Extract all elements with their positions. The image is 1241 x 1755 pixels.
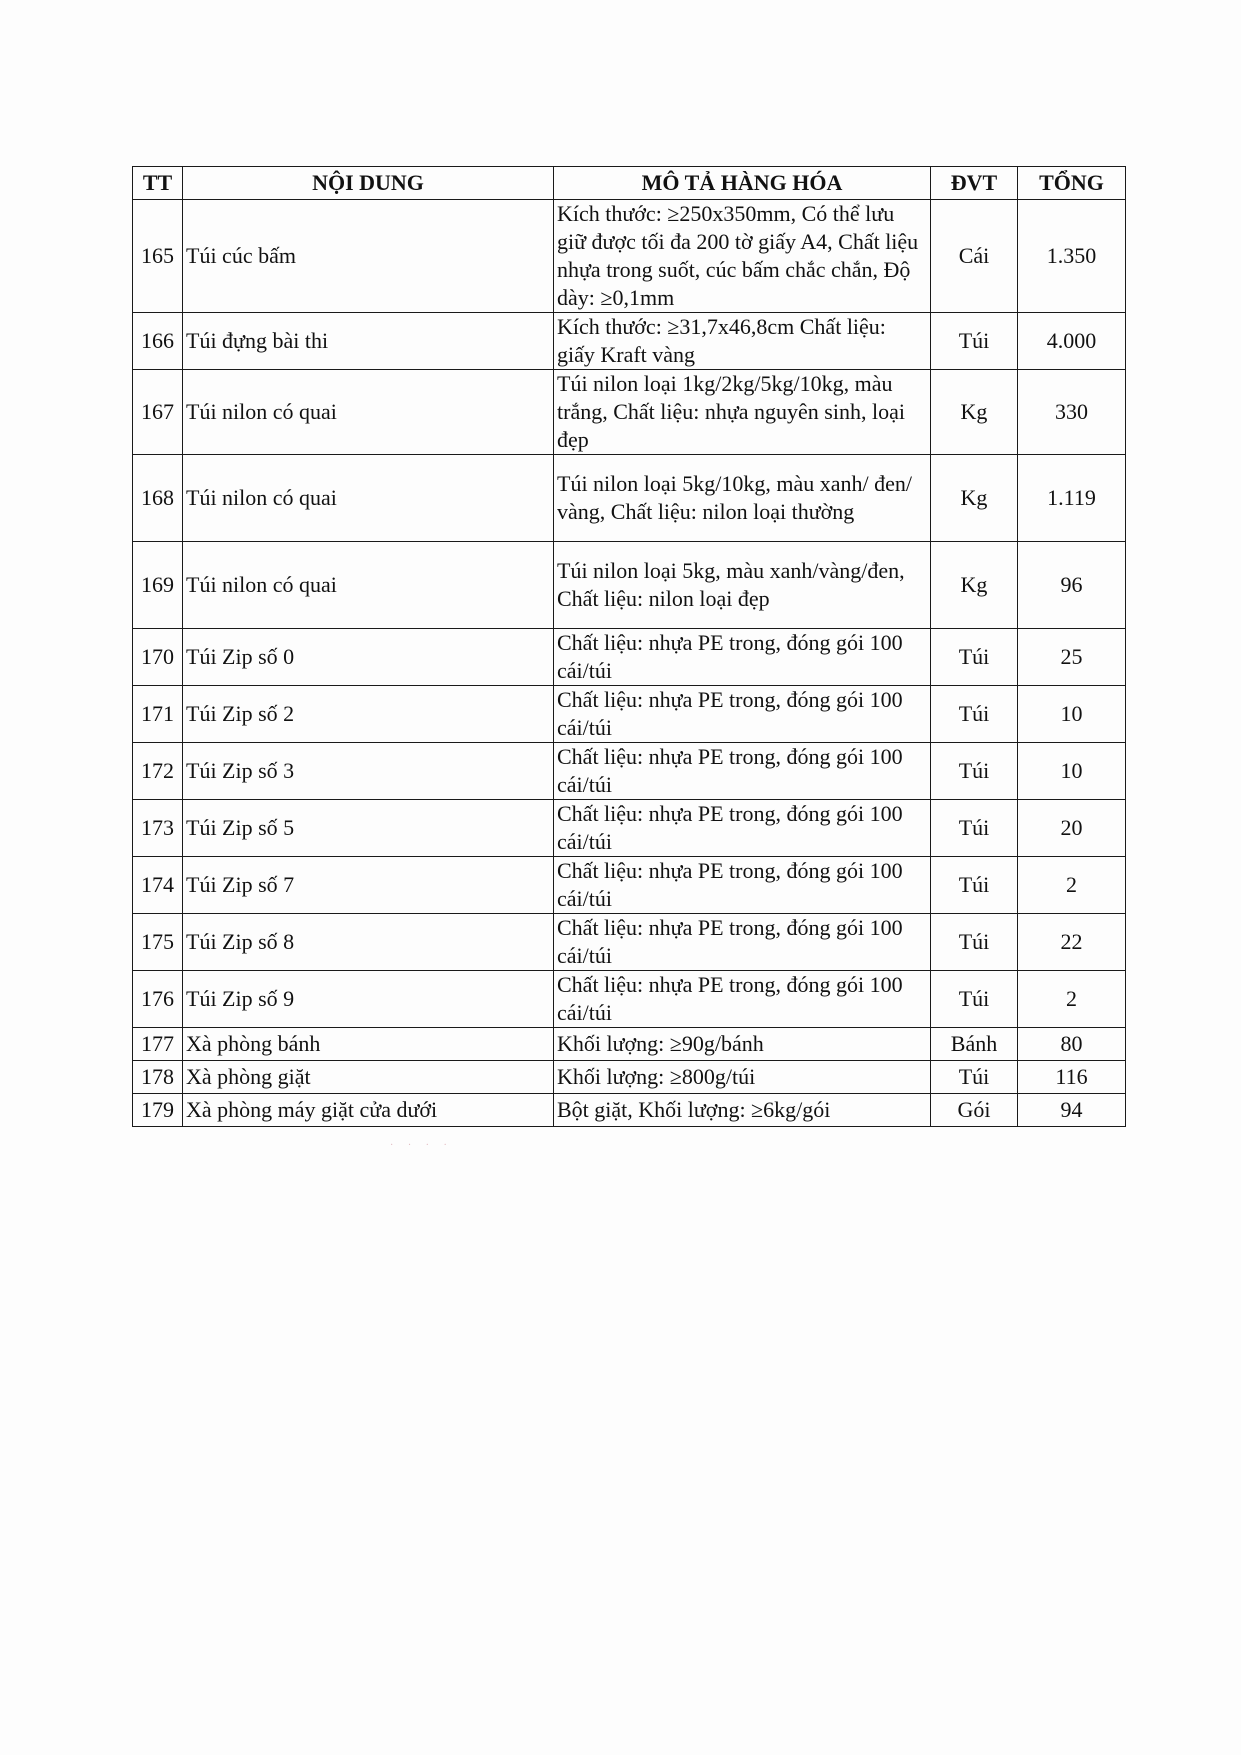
cell-tong: 80 <box>1018 1028 1126 1061</box>
table-row <box>133 629 1126 686</box>
cell-dvt: Túi <box>931 629 1018 686</box>
cell-dvt: Túi <box>931 743 1018 800</box>
cell-mo-ta: Chất liệu: nhựa PE trong, đóng gói 100 cái/túi <box>554 857 931 914</box>
cell-noi-dung: Xà phòng máy giặt cửa dưới <box>183 1094 554 1127</box>
cell-tong: 2 <box>1018 971 1126 1028</box>
cell-noi-dung: Túi đựng bài thi <box>183 313 554 370</box>
cell-noi-dung: Xà phòng bánh <box>183 1028 554 1061</box>
cell-tong: 22 <box>1018 914 1126 971</box>
table-row <box>133 914 1126 971</box>
cell-noi-dung: Túi nilon có quai <box>183 542 554 629</box>
cell-noi-dung: Túi Zip số 5 <box>183 800 554 857</box>
cell-tt: 178 <box>133 1061 183 1094</box>
cell-tt: 176 <box>133 971 183 1028</box>
cell-tt: 171 <box>133 686 183 743</box>
cell-tt: 165 <box>133 200 183 313</box>
cell-dvt: Túi <box>931 857 1018 914</box>
header-noi-dung: NỘI DUNG <box>183 167 554 200</box>
table-row <box>133 370 1126 455</box>
cell-tt: 166 <box>133 313 183 370</box>
table-row <box>133 1061 1126 1094</box>
header-tt: TT <box>133 167 183 200</box>
table-row <box>133 542 1126 629</box>
cell-dvt: Kg <box>931 370 1018 455</box>
table-row <box>133 857 1126 914</box>
cell-tt: 168 <box>133 455 183 542</box>
table-row <box>133 800 1126 857</box>
table-row <box>133 1028 1126 1061</box>
cell-mo-ta: Khối lượng: ≥800g/túi <box>554 1061 931 1094</box>
cell-mo-ta: Kích thước: ≥31,7x46,8cm Chất liệu: giấy Kraft vàng <box>554 313 931 370</box>
cell-mo-ta: Chất liệu: nhựa PE trong, đóng gói 100 cái/túi <box>554 971 931 1028</box>
cell-mo-ta: Chất liệu: nhựa PE trong, đóng gói 100 cái/túi <box>554 800 931 857</box>
faint-stamp-residue: · · · · <box>390 1140 453 1151</box>
cell-tt: 172 <box>133 743 183 800</box>
cell-tt: 173 <box>133 800 183 857</box>
cell-dvt: Kg <box>931 455 1018 542</box>
cell-dvt: Kg <box>931 542 1018 629</box>
cell-mo-ta: Túi nilon loại 5kg, màu xanh/vàng/đen, Chất liệu: nilon loại đẹp <box>554 542 931 629</box>
cell-tt: 175 <box>133 914 183 971</box>
cell-noi-dung: Túi Zip số 7 <box>183 857 554 914</box>
cell-tong: 1.350 <box>1018 200 1126 313</box>
cell-tt: 170 <box>133 629 183 686</box>
cell-noi-dung: Túi nilon có quai <box>183 370 554 455</box>
cell-tong: 10 <box>1018 686 1126 743</box>
cell-noi-dung: Túi Zip số 2 <box>183 686 554 743</box>
cell-mo-ta: Bột giặt, Khối lượng: ≥6kg/gói <box>554 1094 931 1127</box>
cell-mo-ta: Chất liệu: nhựa PE trong, đóng gói 100 cái/túi <box>554 743 931 800</box>
cell-mo-ta: Khối lượng: ≥90g/bánh <box>554 1028 931 1061</box>
cell-dvt: Gói <box>931 1094 1018 1127</box>
cell-dvt: Túi <box>931 971 1018 1028</box>
table-row <box>133 313 1126 370</box>
table-row <box>133 200 1126 313</box>
cell-mo-ta: Kích thước: ≥250x350mm, Có thể lưu giữ được tối đa 200 tờ giấy A4, Chất liệu nhựa trong suốt, cúc bấm chắc chắn, Độ dày: ≥0,1mm <box>554 200 931 313</box>
cell-dvt: Túi <box>931 686 1018 743</box>
cell-noi-dung: Túi Zip số 9 <box>183 971 554 1028</box>
cell-tong: 2 <box>1018 857 1126 914</box>
cell-dvt: Túi <box>931 1061 1018 1094</box>
table-row <box>133 743 1126 800</box>
cell-tong: 20 <box>1018 800 1126 857</box>
cell-tong: 116 <box>1018 1061 1126 1094</box>
cell-mo-ta: Chất liệu: nhựa PE trong, đóng gói 100 cái/túi <box>554 914 931 971</box>
goods-table <box>132 166 1126 1127</box>
header-dvt: ĐVT <box>931 167 1018 200</box>
cell-tong: 1.119 <box>1018 455 1126 542</box>
cell-noi-dung: Túi Zip số 8 <box>183 914 554 971</box>
cell-tt: 179 <box>133 1094 183 1127</box>
cell-mo-ta: Túi nilon loại 1kg/2kg/5kg/10kg, màu trắng, Chất liệu: nhựa nguyên sinh, loại đẹp <box>554 370 931 455</box>
cell-noi-dung: Túi nilon có quai <box>183 455 554 542</box>
cell-tong: 4.000 <box>1018 313 1126 370</box>
cell-tt: 169 <box>133 542 183 629</box>
cell-tong: 25 <box>1018 629 1126 686</box>
cell-tt: 174 <box>133 857 183 914</box>
table-header-row <box>133 167 1126 200</box>
table-row <box>133 1094 1126 1127</box>
cell-noi-dung: Túi cúc bấm <box>183 200 554 313</box>
cell-mo-ta: Chất liệu: nhựa PE trong, đóng gói 100 cái/túi <box>554 686 931 743</box>
cell-noi-dung: Xà phòng giặt <box>183 1061 554 1094</box>
cell-mo-ta: Túi nilon loại 5kg/10kg, màu xanh/ đen/ vàng, Chất liệu: nilon loại thường <box>554 455 931 542</box>
cell-tt: 167 <box>133 370 183 455</box>
table-row <box>133 686 1126 743</box>
table-row <box>133 455 1126 542</box>
cell-dvt: Túi <box>931 800 1018 857</box>
cell-noi-dung: Túi Zip số 3 <box>183 743 554 800</box>
cell-dvt: Bánh <box>931 1028 1018 1061</box>
cell-tong: 96 <box>1018 542 1126 629</box>
cell-dvt: Túi <box>931 914 1018 971</box>
cell-dvt: Cái <box>931 200 1018 313</box>
cell-noi-dung: Túi Zip số 0 <box>183 629 554 686</box>
header-mo-ta: MÔ TẢ HÀNG HÓA <box>554 167 931 200</box>
cell-tong: 94 <box>1018 1094 1126 1127</box>
table-row <box>133 971 1126 1028</box>
cell-mo-ta: Chất liệu: nhựa PE trong, đóng gói 100 cái/túi <box>554 629 931 686</box>
cell-tong: 10 <box>1018 743 1126 800</box>
header-tong: TỔNG <box>1018 167 1126 200</box>
cell-dvt: Túi <box>931 313 1018 370</box>
cell-tt: 177 <box>133 1028 183 1061</box>
cell-tong: 330 <box>1018 370 1126 455</box>
